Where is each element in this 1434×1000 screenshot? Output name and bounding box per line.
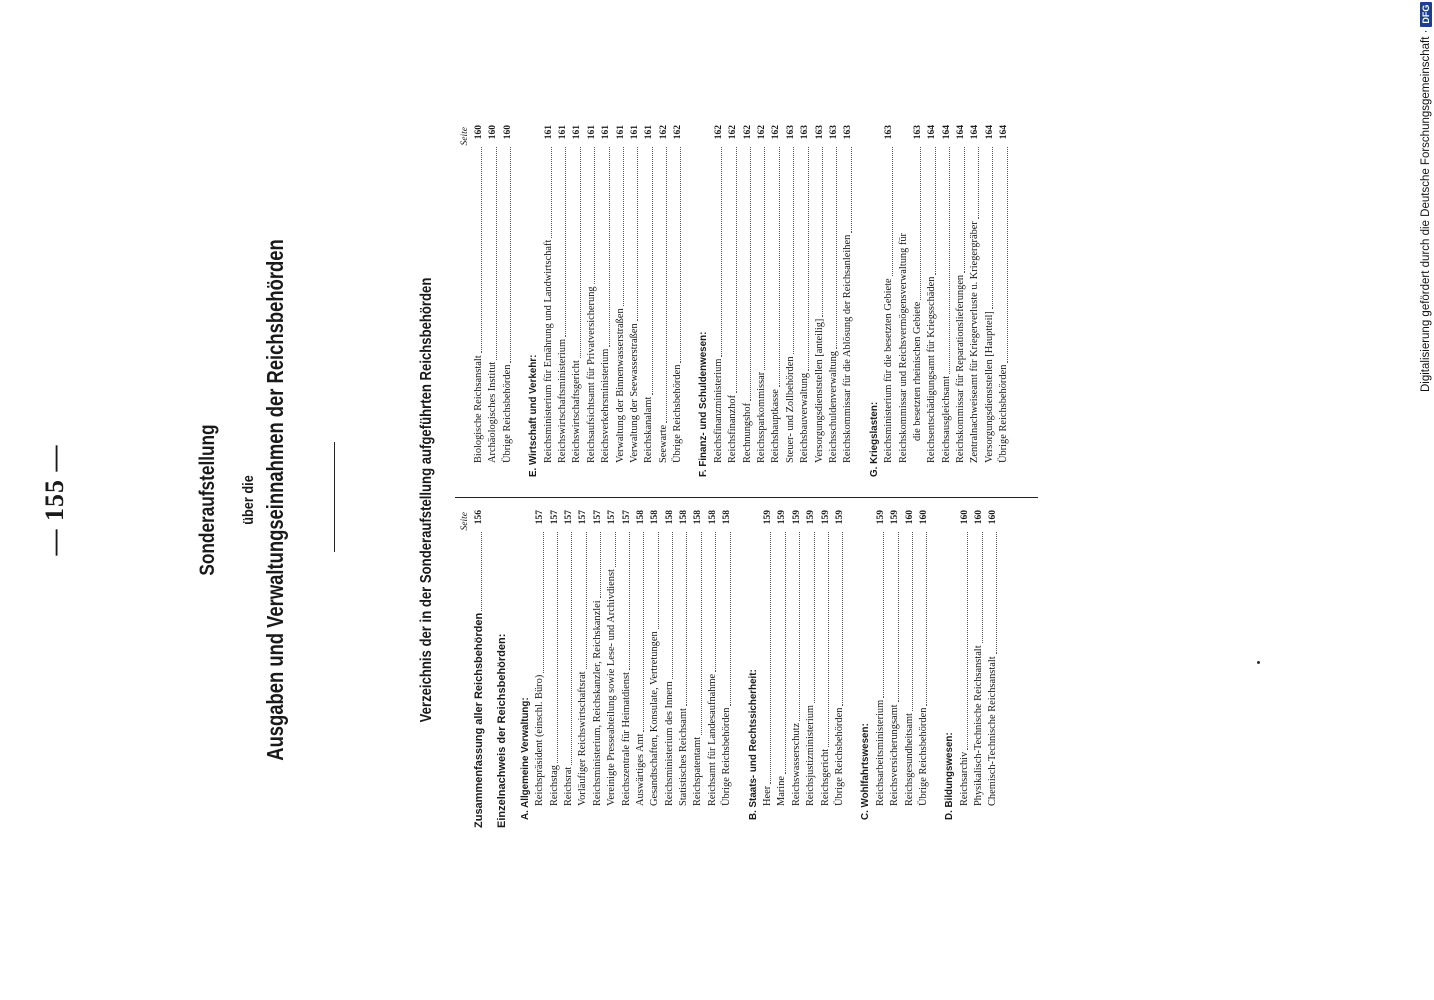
einzelnachweis-heading — [495, 510, 509, 828]
toc-entry — [755, 125, 769, 485]
leader-dots — [842, 532, 843, 706]
leader-dots — [799, 532, 800, 721]
leader-dots — [551, 147, 552, 238]
section-title-b: B. Staats- und Rechtssicherheit: — [747, 669, 759, 820]
toc-entry — [726, 125, 740, 485]
section-title-e: E. Wirtschaft und Verkehr: — [528, 354, 540, 477]
toc-entry — [897, 125, 911, 485]
page-number: — 155 — — [40, 444, 69, 556]
toc-entry — [712, 125, 726, 485]
toc-entry — [501, 125, 515, 485]
toc-entry-page: 159 — [834, 510, 845, 525]
toc-entry — [570, 125, 584, 485]
section-list-e — [542, 125, 686, 485]
toc-entry-label: Reichswasserschutz — [790, 722, 802, 806]
section-title-d: D. Bildungswesen: — [944, 732, 956, 820]
toc-entry-page: 162 — [728, 125, 739, 140]
toc-entry — [657, 125, 671, 485]
leader-dots — [982, 532, 983, 643]
toc-entry-label: Verwaltung der Binnenwasserstraßen — [614, 308, 626, 463]
toc-entry-label: Verwaltung der Seewasserstraßen — [628, 323, 640, 463]
toc-heading: Verzeichnis der in der Sonderaufstellung aufgeführten Reichsbehörden — [418, 277, 435, 723]
toc-entry — [591, 510, 605, 828]
leader-dots — [686, 532, 687, 706]
leader-dots — [964, 147, 965, 273]
einzelnachweis-label: Einzelnachweis der Reichsbehörden: — [496, 633, 509, 828]
toc-entry — [486, 125, 500, 485]
leader-dots — [481, 147, 482, 353]
leader-dots — [481, 532, 482, 611]
leader-dots — [996, 532, 997, 654]
toc-entry-page: 159 — [875, 510, 886, 525]
toc-entry-page: 162 — [771, 125, 782, 140]
toc-entry-page: 161 — [557, 125, 568, 140]
toc-entry-label: Versorgungsdienststellen [anteilig] — [813, 318, 825, 463]
toc-entry — [769, 125, 783, 485]
toc-entry-label: Reichsamt für Landesaufnahme — [706, 673, 718, 806]
toc-entry-label: Reichsgericht — [819, 748, 831, 806]
toc-entry-page: 164 — [956, 125, 967, 140]
toc-entry-label: Reichsbauverwaltung — [799, 372, 811, 463]
leader-dots — [730, 532, 731, 706]
toc-entry-page: 159 — [806, 510, 817, 525]
toc-entry-page: 161 — [543, 125, 554, 140]
toc-entry-label: Reichsarchiv — [958, 751, 970, 806]
toc-entry — [958, 510, 972, 828]
toc-entry-label: Reichskommissar für die Ablösung der Reichsanleihen — [842, 234, 854, 463]
leader-dots — [828, 532, 829, 747]
toc-entry-label: Reichsrat — [562, 766, 574, 806]
toc-entry-page: 157 — [607, 510, 618, 525]
leader-dots — [949, 147, 950, 374]
toc-entry-page: 160 — [473, 125, 484, 140]
toc-entry — [997, 125, 1011, 485]
toc-entry-page: 157 — [621, 510, 632, 525]
leader-dots — [822, 147, 823, 317]
toc-entry — [972, 510, 986, 828]
toc-entry-label: Reichshauptkasse — [770, 389, 782, 463]
toc-entry-page: 163 — [884, 125, 895, 140]
toc-entry-page: 162 — [673, 125, 684, 140]
toc-entry-label: Archäologisches Institut — [487, 361, 499, 463]
toc-entry-label: Reichskanalamt — [643, 396, 655, 463]
toc-entry — [775, 510, 789, 828]
leader-dots — [978, 147, 979, 219]
toc-entry-page: 163 — [843, 125, 854, 140]
scan-speck — [1257, 661, 1260, 664]
toc-entry — [706, 510, 720, 828]
toc-entry — [691, 510, 705, 828]
leader-dots — [912, 532, 913, 711]
toc-entry-label: Reichspräsident (einschl. Büro) — [534, 674, 546, 806]
toc-entry — [599, 125, 613, 485]
toc-entry — [585, 125, 599, 485]
toc-entry-label: Übrige Reichsbehörden — [721, 707, 733, 806]
toc-entry-page: 163 — [814, 125, 825, 140]
toc-entry-label: Vorläufiger Reichswirtschaftsrat — [577, 671, 589, 806]
toc-entry-page: 161 — [629, 125, 640, 140]
toc-entry — [917, 510, 931, 828]
toc-entry-page: 158 — [635, 510, 646, 525]
toc-entry — [954, 125, 968, 485]
toc-entry — [628, 125, 642, 485]
toc-entry-label: Chemisch-Technische Reichsanstalt — [987, 656, 999, 806]
toc-entry — [761, 510, 775, 828]
toc-entry — [642, 125, 656, 485]
toc-entry-label: Reichsgesundheitsamt — [903, 713, 915, 806]
toc-entry-page: 164 — [984, 125, 995, 140]
toc-entry — [741, 125, 755, 485]
toc-entry-page: 163 — [828, 125, 839, 140]
leader-dots — [629, 532, 630, 670]
leader-dots — [658, 532, 659, 629]
toc-entry-page: 163 — [785, 125, 796, 140]
leader-dots — [571, 532, 572, 765]
leader-dots — [510, 147, 511, 363]
leader-dots — [609, 147, 610, 347]
toc-entry-label: Übrige Reichsbehörden — [998, 364, 1010, 463]
toc-entry-page: 164 — [970, 125, 981, 140]
toc-entry-label: Zusammenfassung aller Reichsbehörden — [472, 612, 485, 828]
leader-dots — [898, 532, 899, 702]
leader-dots — [814, 532, 815, 703]
toc-entry-label: Reichsjustizministerium — [805, 704, 817, 806]
toc-entry-label: Rechnungshof — [741, 402, 753, 463]
leader-dots — [967, 532, 968, 750]
toc-entry-label: Gesandtschaften, Konsulate, Vertretungen — [649, 631, 661, 806]
toc-entry-page: 160 — [488, 125, 499, 140]
toc-entry-page: 157 — [563, 510, 574, 525]
leader-dots — [926, 532, 927, 706]
toc-entry-page: 159 — [890, 510, 901, 525]
leader-dots — [883, 532, 884, 698]
leader-dots — [594, 147, 595, 284]
leader-dots — [637, 147, 638, 321]
leader-dots — [793, 147, 794, 354]
toc-entry-label: Reichsschuldenverwaltung — [827, 351, 839, 463]
leader-dots — [600, 532, 601, 598]
toc-entry — [888, 510, 902, 828]
toc-entry-label: Übrige Reichsbehörden — [501, 364, 513, 463]
section-title-g: G. Kriegslasten: — [868, 401, 880, 477]
leader-dots — [623, 147, 624, 306]
toc-entry-label: Reichsversicherungsamt — [889, 704, 901, 806]
toc-entry — [903, 510, 917, 828]
toc-entry-label: Reichskommissar und Reichsvermögensverwaltung für — [897, 233, 909, 463]
toc-entry-page: 161 — [572, 125, 583, 140]
toc-entry-page: 162 — [658, 125, 669, 140]
toc-entry-label: Biologische Reichsanstalt — [472, 355, 484, 463]
toc-entry-page: 161 — [644, 125, 655, 140]
toc-entry-page: 157 — [549, 510, 560, 525]
toc-entry-label: Marine — [776, 775, 788, 806]
toc-entry-label: die besetzten rheinischen Gebiete — [911, 301, 923, 441]
leader-dots — [770, 532, 771, 784]
toc-entry — [833, 510, 847, 828]
toc-entry-label: Heer — [762, 785, 774, 806]
toc-entry-label: Reichskommissar für Reparationslieferungen — [955, 274, 967, 463]
leader-dots — [779, 147, 780, 387]
leader-dots — [680, 147, 681, 363]
toc-entry — [790, 510, 804, 828]
leader-dots — [557, 532, 558, 763]
toc-entry — [576, 510, 590, 828]
toc-right-column — [458, 125, 1012, 485]
leader-dots — [892, 147, 893, 276]
toc-entry — [925, 125, 939, 485]
toc-entry-page: 160 — [904, 510, 915, 525]
toc-entry — [784, 125, 798, 485]
toc-entry-page: 160 — [918, 510, 929, 525]
toc-left-column — [458, 510, 1001, 828]
toc-entry-page: 161 — [586, 125, 597, 140]
toc-entry — [605, 510, 619, 828]
section-list-d — [958, 510, 1001, 828]
leader-dots — [935, 147, 936, 275]
toc-entry-label: Zentralnachweiseamt für Kriegerverluste u. Kriegergräber — [969, 221, 981, 463]
dfg-credit — [1420, 2, 1432, 392]
section-list-c — [874, 510, 932, 828]
toc-entry-label: Reichsentschädigungsamt für Kriegsschäden — [926, 276, 938, 463]
toc-entry-label: Übrige Reichsbehörden — [833, 707, 845, 806]
toc-entry-label: Reichsministerium für Ernährung und Landwirtschaft — [542, 239, 554, 463]
toc-entry-label: Reichsausgleichsamt — [940, 375, 952, 463]
toc-entry-page: 162 — [713, 125, 724, 140]
leader-dots — [785, 532, 786, 774]
dfg-credit-text: Digitalisierung gefördert durch die Deutsche Forschungsgemeinschaft · — [1420, 29, 1432, 392]
toc-entry-label: Statistisches Reichsamt — [678, 708, 690, 806]
toc-entry — [556, 125, 570, 485]
toc-entry — [874, 510, 888, 828]
section-list-f — [712, 125, 856, 485]
toc-entry-label: Reichsaufsichtsamt für Privatversicherung — [585, 286, 597, 463]
leader-dots — [666, 147, 667, 423]
leader-dots — [615, 532, 616, 567]
toc-entry-label: Reichsfinanzministerium — [712, 358, 724, 463]
toc-entry-label: Reichsarbeitsministerium — [874, 699, 886, 806]
toc-entry — [663, 510, 677, 828]
column-divider — [455, 497, 1038, 498]
dfg-logo: DFG — [1420, 2, 1432, 27]
leader-dots — [736, 147, 737, 393]
leader-dots — [808, 147, 809, 371]
section-title-a: A. Allgemeine Verwaltung: — [519, 697, 531, 820]
leader-dots — [1007, 147, 1008, 363]
leader-dots — [643, 532, 644, 732]
toc-entry-page: 160 — [988, 510, 999, 525]
section-list-b — [761, 510, 847, 828]
toc-entry — [677, 510, 691, 828]
toc-entry-page: 160 — [959, 510, 970, 525]
toc-entry-label: Reichswirtschaftsministerium — [556, 338, 568, 463]
toc-entry-page: 158 — [650, 510, 661, 525]
title-main: Sonderaufstellung — [196, 424, 219, 576]
toc-entry-page: 158 — [664, 510, 675, 525]
toc-entry — [813, 125, 827, 485]
section-title-c: C. Wohlfahrtswesen: — [860, 723, 872, 820]
toc-entry — [819, 510, 833, 828]
section-list-d-continued — [472, 125, 515, 485]
toc-entry-page: 163 — [912, 125, 923, 140]
toc-entry-label: Reichsministerium des Innern — [663, 681, 675, 806]
toc-entry-label: Auswärtiges Amt — [634, 733, 646, 806]
toc-entry-page: 164 — [941, 125, 952, 140]
section-title-f: F. Finanz- und Schuldenwesen: — [698, 331, 710, 477]
leader-dots — [750, 147, 751, 401]
toc-entry-label: Übrige Reichsbehörden — [917, 707, 929, 806]
leader-dots — [836, 147, 837, 349]
toc-entry — [882, 125, 896, 485]
toc-entry-page: 161 — [615, 125, 626, 140]
toc-entry — [671, 125, 685, 485]
toc-entry — [648, 510, 662, 828]
toc-entry-page: 158 — [693, 510, 704, 525]
toc-entry — [969, 125, 983, 485]
toc-entry — [804, 510, 818, 828]
leader-dots — [851, 147, 852, 233]
title-subject: Ausgaben und Verwaltungseinnahmen der Reichsbehörden — [262, 239, 288, 761]
toc-entry-page: 160 — [974, 510, 985, 525]
leader-dots — [701, 532, 702, 735]
toc-entry-page: 162 — [742, 125, 753, 140]
leader-dots — [672, 532, 673, 679]
toc-entry-label: Reichszentrale für Heimatdienst — [620, 672, 632, 806]
toc-entry-page: 159 — [791, 510, 802, 525]
toc-entry-page: 163 — [800, 125, 811, 140]
leader-dots — [496, 147, 497, 360]
leader-dots — [652, 147, 653, 395]
toc-entry-label: Reichssparkommissar — [756, 371, 768, 463]
toc-entry — [987, 510, 1001, 828]
section-list-a — [533, 510, 734, 828]
leader-dots — [764, 147, 765, 370]
toc-entry-page: 161 — [601, 125, 612, 140]
leader-dots — [920, 147, 921, 300]
leader-dots — [992, 147, 993, 309]
toc-entry — [798, 125, 812, 485]
toc-entry — [614, 125, 628, 485]
toc-entry-label: Steuer- und Zollbehörden — [784, 356, 796, 463]
toc-entry-label: Seewarte — [657, 424, 669, 463]
toc-entry-zusammenfassung — [472, 510, 486, 828]
toc-entry-label: Versorgungsdienststellen [Hauptteil] — [983, 311, 995, 463]
leader-dots — [721, 147, 722, 357]
leader-dots — [715, 532, 716, 672]
toc-entry — [562, 510, 576, 828]
seite-label: Seite — [460, 127, 470, 146]
toc-entry — [983, 125, 997, 485]
toc-entry-label: Physikalisch-Technische Reichsanstalt — [973, 645, 985, 806]
seite-label: Seite — [460, 512, 470, 531]
toc-entry — [542, 125, 556, 485]
toc-entry — [940, 125, 954, 485]
leader-dots — [586, 532, 587, 669]
toc-entry-page: 157 — [535, 510, 546, 525]
title-connector: über die — [240, 475, 257, 525]
leader-dots — [565, 147, 566, 337]
toc-entry-label: Reichswirtschaftsgericht — [571, 360, 583, 463]
toc-entry — [620, 510, 634, 828]
toc-entry-page: 158 — [707, 510, 718, 525]
toc-entry-label: Reichsministerium für die besetzten Gebiete — [883, 278, 895, 463]
toc-entry — [827, 125, 841, 485]
toc-entry-label: Übrige Reichsbehörden — [672, 364, 684, 463]
leader-dots — [543, 532, 544, 673]
toc-entry-page: 162 — [757, 125, 768, 140]
toc-entry — [720, 510, 734, 828]
toc-entry-page: 158 — [722, 510, 733, 525]
toc-entry-label: Vereinigte Presseabteilung sowie Lese- und Archivdienst — [606, 569, 618, 806]
section-list-g — [882, 125, 1012, 485]
toc-entry-label: Reichspatentamt — [692, 736, 704, 806]
toc-entry-page: 157 — [592, 510, 603, 525]
toc-entry — [548, 510, 562, 828]
toc-entry-label: Reichsfinanzhof — [727, 394, 739, 463]
toc-entry-page: 159 — [820, 510, 831, 525]
toc-entry-page: 156 — [473, 510, 484, 525]
toc-entry-label: Reichsministerium, Reichskanzler, Reichskanzlei — [591, 600, 603, 806]
toc-entry — [911, 125, 925, 485]
toc-entry-label: Reichstag — [548, 765, 560, 806]
leader-dots — [580, 147, 581, 358]
title-rule — [334, 442, 335, 552]
toc-entry-page: 159 — [777, 510, 788, 525]
toc-entry-label: Reichsverkehrsministerium — [600, 348, 612, 463]
toc-entry — [533, 510, 547, 828]
toc-entry — [634, 510, 648, 828]
toc-entry — [472, 125, 486, 485]
toc-entry-page: 158 — [679, 510, 690, 525]
toc-entry-page: 159 — [763, 510, 774, 525]
toc-entry-page: 160 — [502, 125, 513, 140]
toc-entry — [841, 125, 855, 485]
toc-entry-page: 164 — [927, 125, 938, 140]
toc-entry-page: 157 — [578, 510, 589, 525]
toc-entry-page: 164 — [999, 125, 1010, 140]
